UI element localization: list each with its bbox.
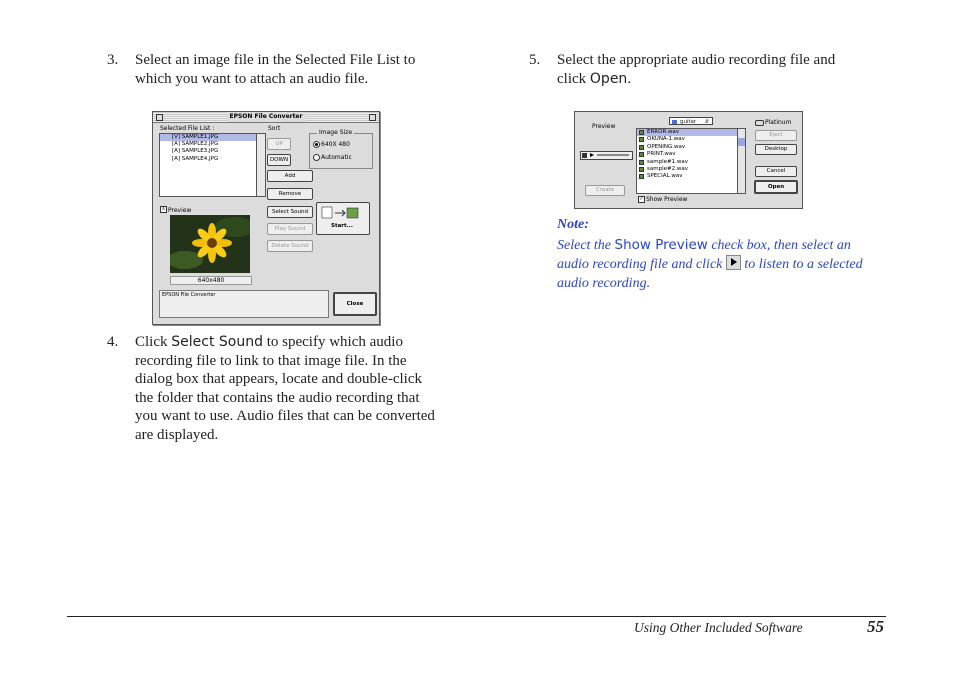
flower-image-icon bbox=[170, 215, 250, 273]
volume-name: Platinum bbox=[765, 119, 792, 126]
status-text: EPSON File Converter bbox=[162, 292, 216, 298]
convert-icon bbox=[321, 205, 361, 221]
preview-label: Preview bbox=[168, 207, 192, 214]
speaker-icon bbox=[582, 153, 587, 158]
file-converter-window bbox=[152, 111, 380, 325]
chevron-updown-icon: ⇵ bbox=[704, 119, 709, 125]
eject-button[interactable]: Eject bbox=[755, 130, 797, 141]
list-item[interactable]: [A] SAMPLE2.JPG bbox=[172, 141, 219, 148]
list-item[interactable]: OKUNA-1.wav bbox=[637, 136, 745, 143]
close-button[interactable]: Close bbox=[333, 292, 377, 316]
start-button[interactable] bbox=[316, 202, 370, 235]
footer-rule bbox=[67, 616, 886, 617]
up-button[interactable]: UP bbox=[267, 138, 291, 150]
select-sound-button[interactable]: Select Sound bbox=[267, 206, 313, 218]
footer-section-title: Using Other Included Software bbox=[634, 620, 803, 635]
step-text-line: Select an image file in the Selected File List to bbox=[135, 52, 416, 68]
note-heading: Note: bbox=[557, 217, 589, 232]
disk-icon bbox=[755, 120, 764, 126]
step-number: 3. bbox=[107, 52, 119, 68]
note-text: audio recording file and click bbox=[557, 257, 726, 272]
step-number: 5. bbox=[529, 52, 541, 68]
zoom-box-icon[interactable] bbox=[369, 114, 376, 121]
note-body bbox=[557, 236, 889, 293]
play-button-icon bbox=[726, 255, 741, 270]
open-ui-term: Open bbox=[589, 70, 628, 87]
add-button[interactable]: Add bbox=[267, 170, 313, 182]
step-text-line: Select the appropriate audio recording file and bbox=[557, 52, 836, 68]
page-number: 55 bbox=[867, 617, 884, 636]
step-4 bbox=[107, 333, 467, 448]
step-text: click bbox=[557, 70, 590, 87]
list-item[interactable]: [V] SAMPLE1.JPG bbox=[160, 134, 257, 141]
window-title: EPSON File Converter bbox=[226, 112, 305, 122]
cancel-button[interactable]: Cancel bbox=[755, 166, 797, 177]
step-number: 4. bbox=[107, 334, 119, 350]
status-area bbox=[159, 290, 329, 318]
step-text-line: are displayed. bbox=[135, 426, 219, 443]
step-text-line: recording file to link to that image file. In the bbox=[135, 352, 407, 369]
size-640-label: 640X 480 bbox=[321, 141, 350, 148]
wav-file-icon bbox=[639, 174, 644, 179]
step-text-line: which you want to attach an audio file. bbox=[135, 70, 369, 87]
list-item[interactable]: sample#2.wav bbox=[637, 166, 745, 173]
image-size-label: Image Size bbox=[319, 129, 353, 136]
delete-sound-button[interactable]: Delete Sound bbox=[267, 240, 313, 252]
slider-track bbox=[597, 154, 629, 156]
window-titlebar bbox=[153, 112, 379, 123]
audio-file-list[interactable] bbox=[636, 128, 746, 194]
file-list-label: Selected File List : bbox=[160, 125, 215, 132]
list-item[interactable]: sample#1.wav bbox=[637, 159, 745, 166]
step-text-line: the folder that contains the audio recording that bbox=[135, 389, 420, 406]
play-sound-button[interactable]: Play Sound bbox=[267, 223, 313, 235]
folder-popup[interactable] bbox=[669, 117, 713, 125]
image-size-group bbox=[309, 133, 373, 169]
note-text: check box, then select an bbox=[707, 238, 851, 253]
wav-file-icon bbox=[639, 152, 644, 157]
size-automatic-label: Automatic bbox=[321, 154, 352, 161]
show-preview-ui-term: Show Preview bbox=[614, 237, 708, 253]
folder-name: guitar bbox=[680, 119, 697, 125]
close-box-icon[interactable] bbox=[156, 114, 163, 121]
preview-checkbox[interactable]: X bbox=[161, 206, 166, 212]
remove-button[interactable]: Remove bbox=[267, 188, 313, 200]
wav-file-icon bbox=[639, 130, 644, 135]
step-text-line: you want to use. Audio files that can be converted bbox=[135, 408, 435, 424]
list-item[interactable]: [A] SAMPLE3.JPG bbox=[172, 148, 219, 155]
wav-file-icon bbox=[639, 145, 644, 150]
note-text: audio recording. bbox=[557, 276, 651, 291]
preview-dimensions: 640x480 bbox=[170, 276, 252, 285]
folder-icon bbox=[672, 120, 677, 124]
preview-image bbox=[170, 215, 250, 273]
selected-file-list[interactable] bbox=[159, 133, 258, 197]
open-button[interactable]: Open bbox=[754, 180, 798, 194]
step-text: . bbox=[627, 70, 632, 87]
size-640-radio[interactable] bbox=[313, 141, 320, 148]
size-automatic-radio[interactable] bbox=[313, 154, 320, 161]
note-text: to listen to a selected bbox=[740, 257, 863, 272]
play-icon[interactable] bbox=[590, 153, 594, 157]
show-preview-label: Show Preview bbox=[646, 196, 688, 203]
list-item[interactable]: SPECIAL.wav bbox=[637, 173, 745, 180]
wav-file-icon bbox=[639, 167, 644, 172]
start-label: Start... bbox=[331, 223, 353, 229]
show-preview-checkbox[interactable]: ✓ bbox=[639, 196, 644, 202]
list-item[interactable]: PRINT.wav bbox=[637, 151, 745, 158]
desktop-button[interactable]: Desktop bbox=[755, 144, 797, 155]
list-item[interactable]: ERROR.wav bbox=[637, 129, 745, 136]
audio-slider[interactable] bbox=[580, 151, 633, 160]
scroll-thumb[interactable] bbox=[738, 138, 745, 146]
sort-label: Sort bbox=[268, 125, 281, 132]
step-text-line: dialog box that appears, locate and double-click bbox=[135, 371, 422, 387]
note-text: Select the bbox=[557, 238, 615, 253]
dialog-preview-label: Preview bbox=[592, 123, 616, 130]
select-sound-ui-term: Select Sound bbox=[171, 334, 263, 350]
create-button[interactable]: Create bbox=[585, 185, 625, 196]
step-5 bbox=[529, 51, 889, 91]
list-item[interactable]: [A] SAMPLE4.JPG bbox=[172, 155, 219, 162]
step-text: to specify which audio bbox=[262, 334, 403, 350]
file-list-scrollbar[interactable] bbox=[737, 128, 746, 194]
list-scrollbar[interactable] bbox=[256, 133, 266, 197]
down-button[interactable]: DOWN bbox=[267, 154, 291, 166]
step-text: Click bbox=[135, 334, 172, 350]
wav-file-icon bbox=[639, 160, 644, 165]
list-item[interactable]: OPENING.wav bbox=[637, 144, 745, 151]
open-file-dialog bbox=[574, 111, 803, 209]
wav-file-icon bbox=[639, 137, 644, 142]
step-3 bbox=[107, 51, 467, 91]
